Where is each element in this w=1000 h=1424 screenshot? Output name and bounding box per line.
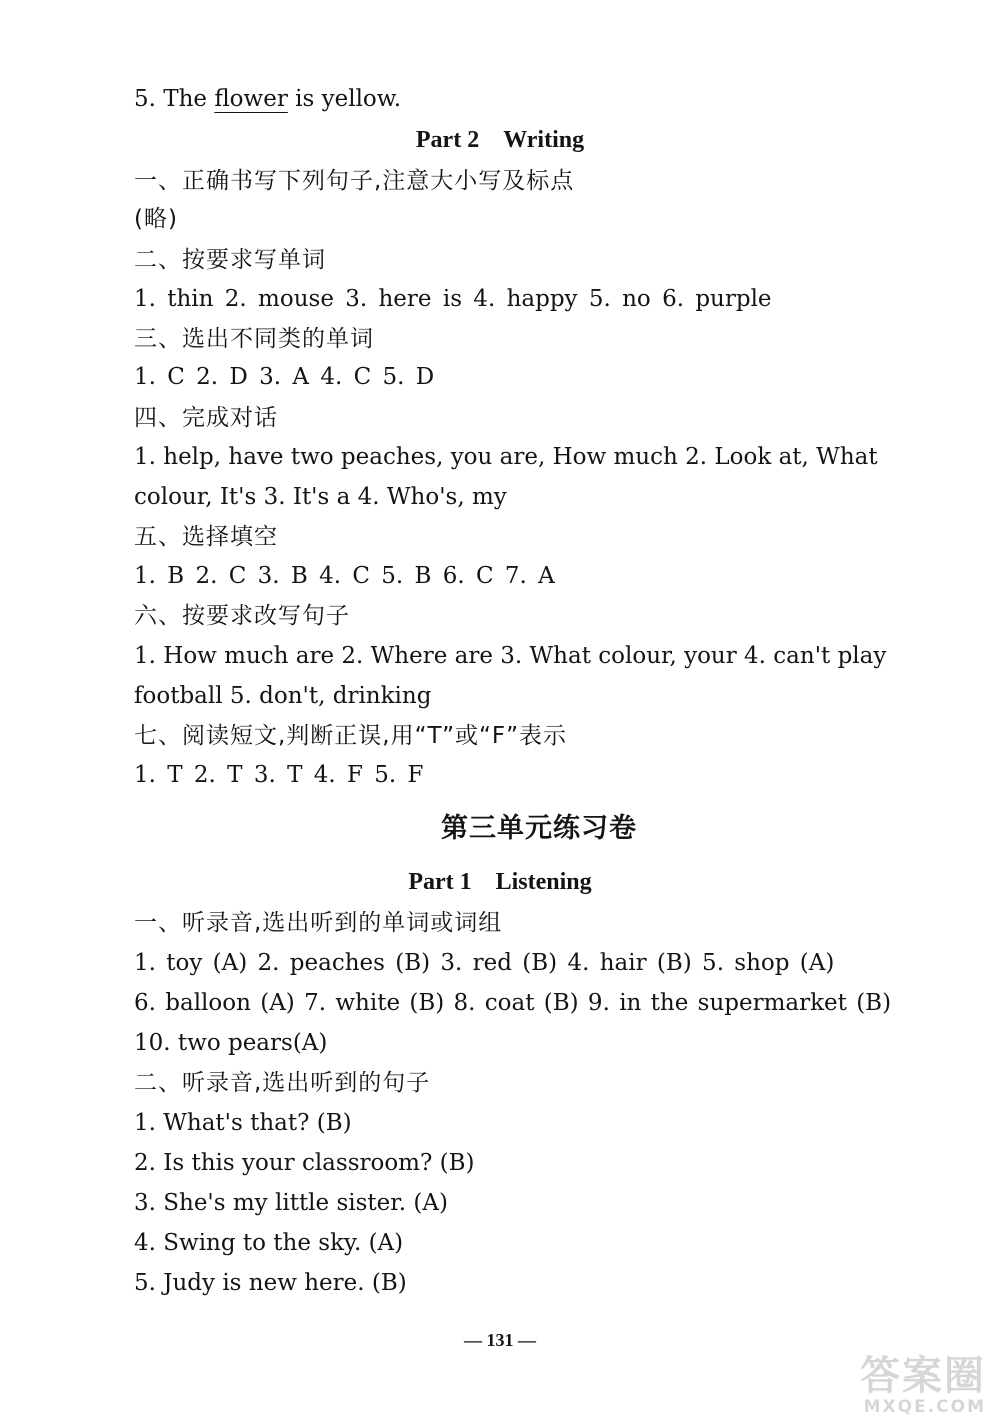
listening-answer-1-line1: 1. toy (A) 2. peaches (B) 3. red (B) 4. hair (B) 5. shop (A) xyxy=(134,950,835,976)
section-answer-1: (略) xyxy=(134,206,178,232)
listening-title-1: 一、听录音,选出听到的单词或词组 xyxy=(134,910,503,936)
listening-answer-2-line5: 5. Judy is new here. (B) xyxy=(134,1270,407,1296)
section-answer-4-line1: 1. help, have two peaches, you are, How much 2. Look at, What xyxy=(134,444,878,470)
section-answer-5: 1. B 2. C 3. B 4. C 5. B 6. C 7. A xyxy=(134,563,555,589)
section-answer-7: 1. T 2. T 3. T 4. F 5. F xyxy=(134,762,424,788)
answer-line-flower xyxy=(134,84,401,114)
part1-heading: Part 1 Listening xyxy=(408,869,592,895)
section-title-5: 五、选择填空 xyxy=(134,524,278,550)
text-fragment: is yellow. xyxy=(287,86,402,112)
watermark-url-text: MXQE.COM xyxy=(863,1397,986,1417)
section-title-4: 四、完成对话 xyxy=(134,405,278,431)
listening-answer-2-line1: 1. What's that? (B) xyxy=(134,1110,352,1136)
part2-heading: Part 2 Writing xyxy=(415,127,585,153)
underlined-word: flower xyxy=(214,86,288,112)
section-answer-4-line2: colour, It's 3. It's a 4. Who's, my xyxy=(134,484,507,510)
listening-title-2: 二、听录音,选出听到的句子 xyxy=(134,1070,431,1096)
section-title-7: 七、阅读短文,判断正误,用“T”或“F”表示 xyxy=(134,723,568,749)
listening-answer-1-line2: 6. balloon (A) 7. white (B) 8. coat (B) 9. in the supermarket (B) xyxy=(134,990,892,1016)
page-number: — 131 — xyxy=(464,1330,536,1350)
section-title-1: 一、正确书写下列句子,注意大小写及标点 xyxy=(134,168,575,194)
unit-title: 第三单元练习卷 xyxy=(441,813,637,844)
section-title-3: 三、选出不同类的单词 xyxy=(134,326,374,352)
listening-answer-1-line3: 10. two pears(A) xyxy=(134,1030,328,1056)
section-answer-6-line1: 1. How much are 2. Where are 3. What colour, your 4. can't play xyxy=(134,643,887,669)
listening-answer-2-line2: 2. Is this your classroom? (B) xyxy=(134,1150,475,1176)
section-title-2: 二、按要求写单词 xyxy=(134,247,326,273)
section-title-6: 六、按要求改写句子 xyxy=(134,603,350,629)
listening-answer-2-line4: 4. Swing to the sky. (A) xyxy=(134,1230,404,1256)
listening-answer-2-line3: 3. She's my little sister. (A) xyxy=(134,1190,448,1216)
section-answer-3: 1. C 2. D 3. A 4. C 5. D xyxy=(134,364,435,390)
section-answer-6-line2: football 5. don't, drinking xyxy=(134,683,432,709)
watermark-logo-text: 答案圈 xyxy=(860,1353,986,1399)
text-fragment: 5. The xyxy=(134,86,215,112)
watermark-logo xyxy=(836,1354,986,1418)
section-answer-2: 1. thin 2. mouse 3. here is 4. happy 5. no 6. purple xyxy=(134,286,772,312)
